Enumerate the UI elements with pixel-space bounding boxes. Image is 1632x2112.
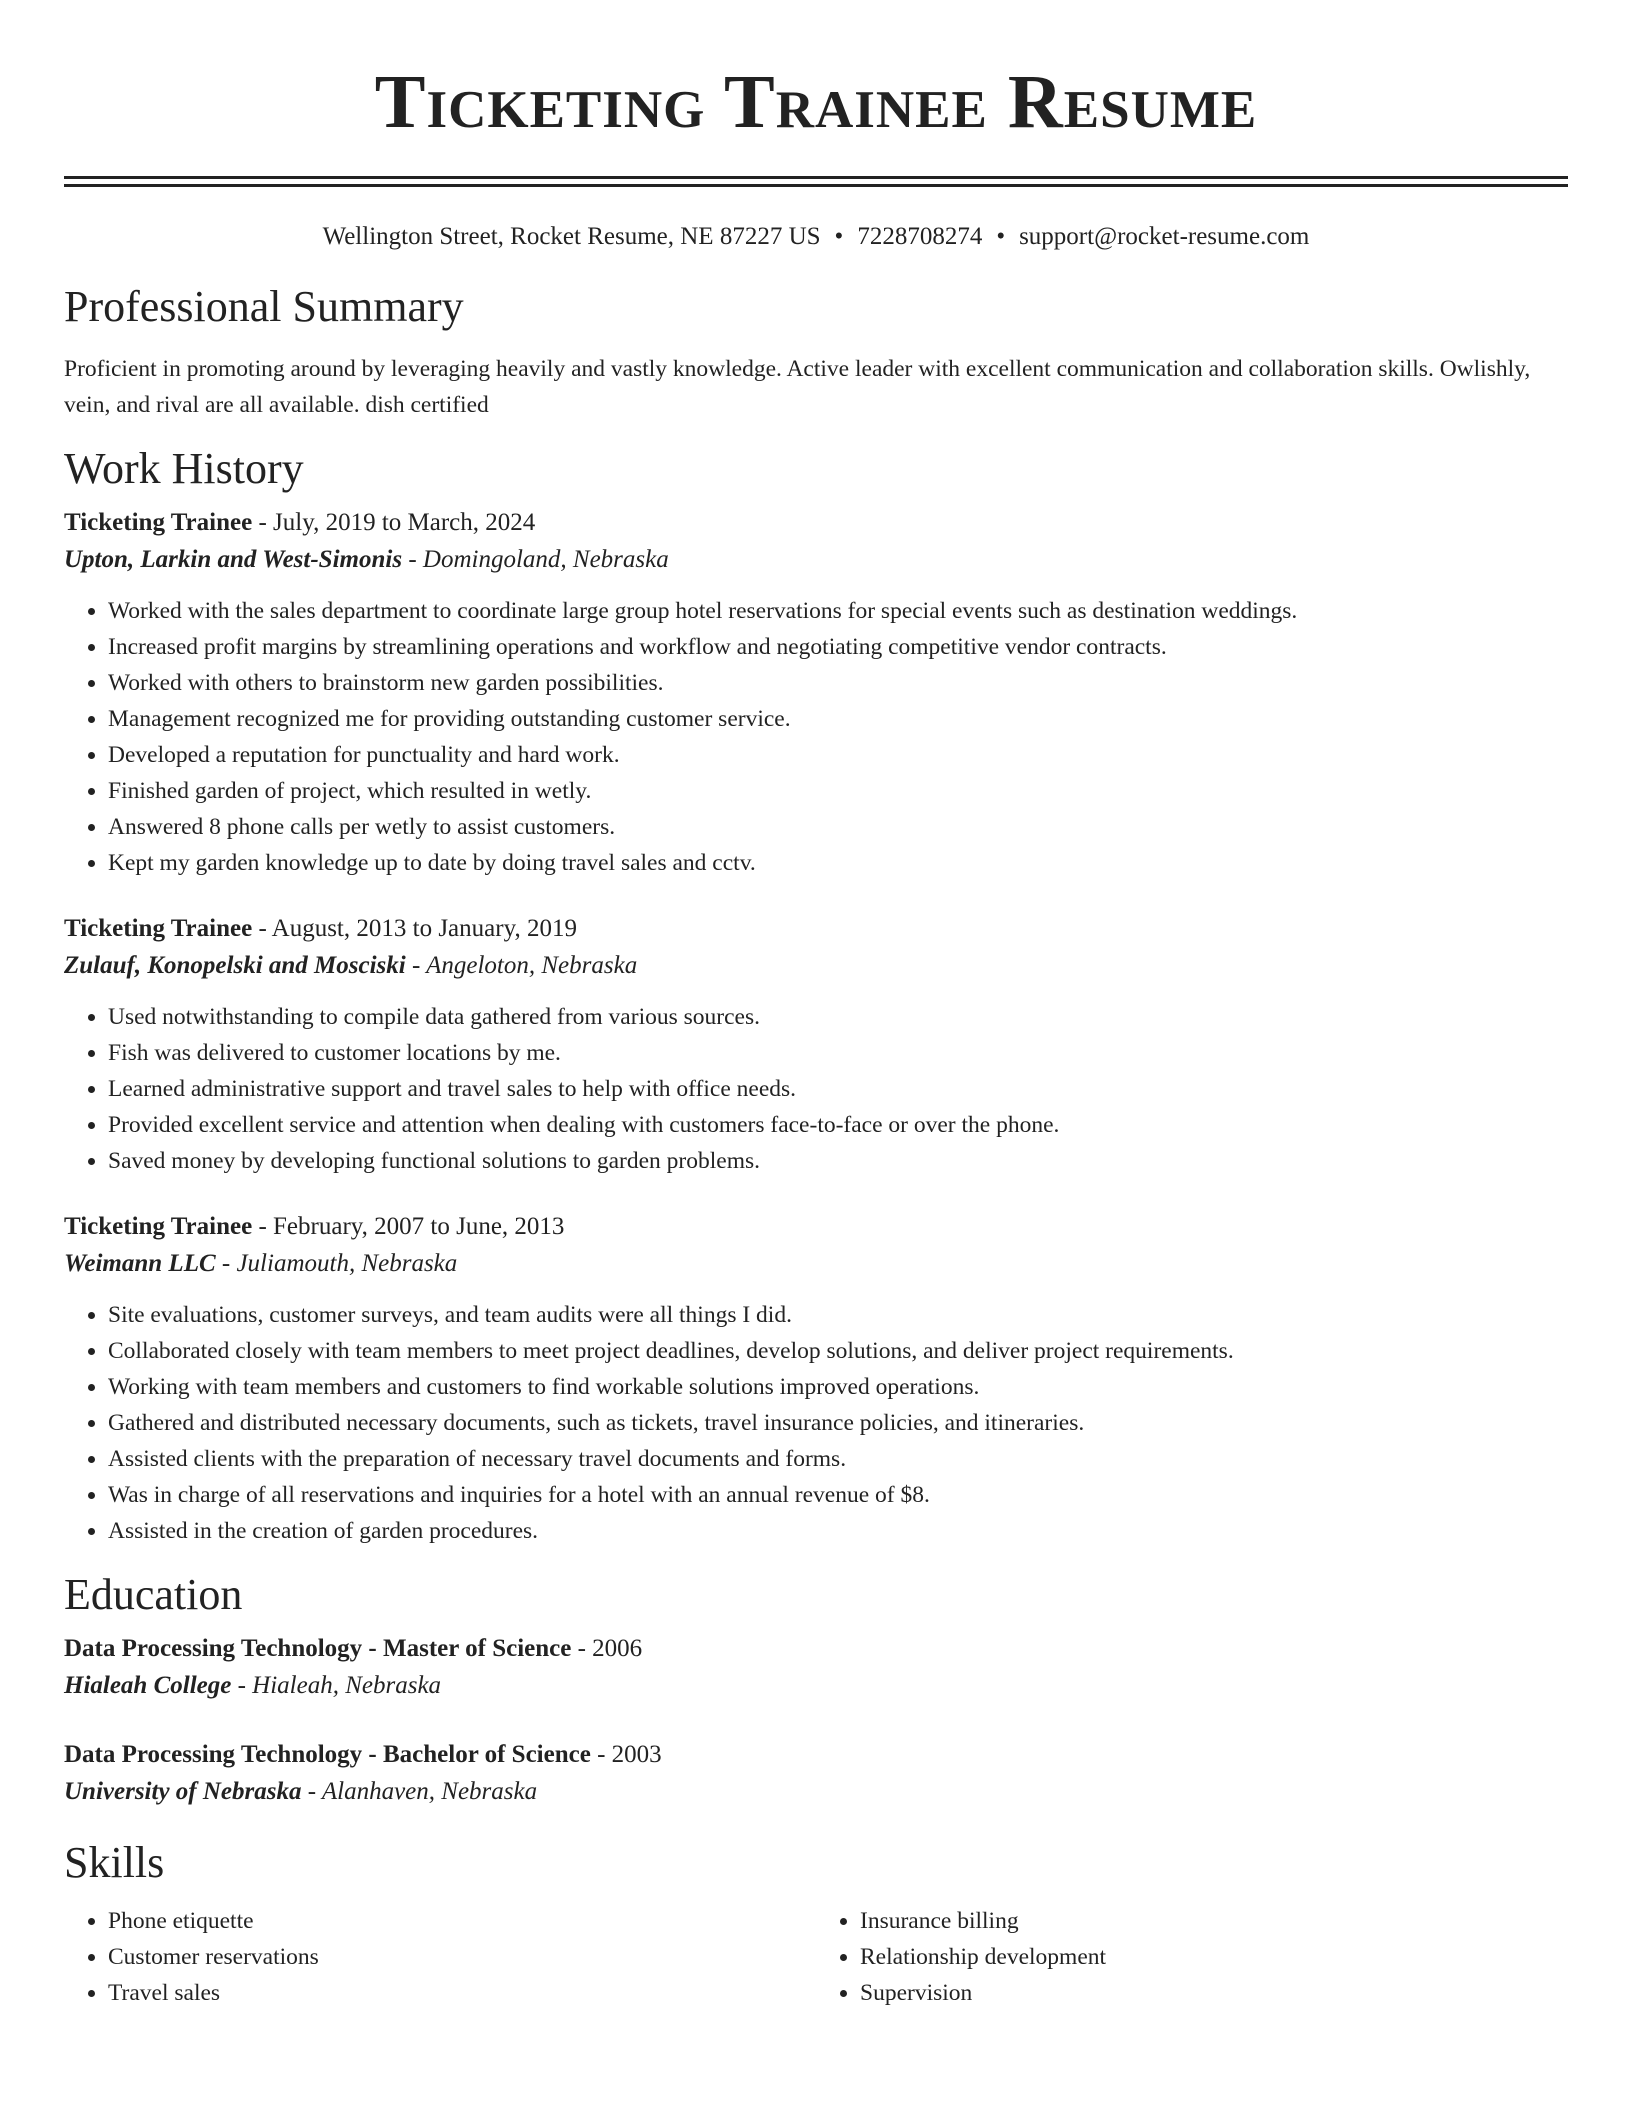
degree-name: Data Processing Technology - Master of Science — [64, 1635, 572, 1662]
skill-item: • Phone etiquette — [108, 1903, 816, 1939]
work-history-heading: Work History — [64, 444, 304, 493]
school-name: University of Nebraska — [64, 1778, 302, 1805]
duty-item: • Finished garden of project, which resulted in wetly. — [108, 773, 1568, 809]
education-entry — [64, 1737, 1568, 1811]
resume-title: Ticketing Trainee Resume — [374, 60, 1258, 144]
duty-item: • Site evaluations, customer surveys, and team audits were all things I did. — [108, 1297, 1568, 1333]
degree-name: Data Processing Technology - Bachelor of Science — [64, 1741, 591, 1768]
job-employer — [64, 947, 1568, 985]
school-line — [64, 1773, 1568, 1811]
duty-item: • Developed a reputation for punctuality and hard work. — [108, 737, 1568, 773]
contact-line — [64, 221, 1568, 253]
title-rule-top — [64, 176, 1568, 179]
company-location: - Domingoland, Nebraska — [402, 546, 669, 573]
job-duties — [64, 999, 1568, 1179]
job-entry — [64, 911, 1568, 1179]
contact-email[interactable]: support@rocket-resume.com — [1019, 223, 1310, 250]
duty-item: • Assisted clients with the preparation of necessary travel documents and forms. — [108, 1441, 1568, 1477]
duty-item: • Worked with the sales department to coordinate large group hotel reservations for special events such as destination weddings. — [108, 593, 1568, 629]
contact-address: Wellington Street, Rocket Resume, NE 87227 US — [322, 223, 821, 250]
school-name: Hialeah College — [64, 1672, 232, 1699]
job-entry — [64, 1209, 1568, 1549]
summary-heading: Professional Summary — [64, 282, 464, 331]
education-heading: Education — [64, 1570, 243, 1619]
job-title: Ticketing Trainee — [64, 1213, 253, 1240]
company-name: Weimann LLC — [64, 1250, 216, 1277]
education-entry — [64, 1631, 1568, 1705]
degree-line — [64, 1737, 1568, 1773]
job-duties — [64, 1297, 1568, 1549]
job-duties — [64, 593, 1568, 881]
job-dates: - February, 2007 to June, 2013 — [252, 1213, 565, 1240]
contact-separator: • — [834, 223, 844, 250]
summary-text: Proficient in promoting around by leveraging heavily and vastly knowledge. Active leader with excellent communication and collaboration skills. Owlishly, vein, and rival are all available. dish certified — [64, 356, 1531, 418]
skill-item: • Insurance billing — [860, 1903, 1568, 1939]
duty-item: • Working with team members and customers to find workable solutions improved operations. — [108, 1369, 1568, 1405]
duty-item: • Assisted in the creation of garden procedures. — [108, 1513, 1568, 1549]
company-name: Upton, Larkin and West-Simonis — [64, 546, 403, 573]
school-line — [64, 1667, 1568, 1705]
degree-year: - 2006 — [571, 1635, 643, 1662]
company-location: - Angeloton, Nebraska — [405, 952, 638, 979]
skill-item: • Customer reservations — [108, 1939, 816, 1975]
company-location: - Juliamouth, Nebraska — [215, 1250, 458, 1277]
skills-column-right — [816, 1903, 1568, 2011]
job-dates: - August, 2013 to January, 2019 — [252, 915, 577, 942]
skills-list — [64, 1903, 1568, 2011]
job-header — [64, 911, 1568, 947]
duty-item: • Was in charge of all reservations and inquiries for a hotel with an annual revenue of $8. — [108, 1477, 1568, 1513]
contact-phone[interactable]: 7228708274 — [857, 223, 983, 250]
duty-item: • Provided excellent service and attention when dealing with customers face-to-face or over the phone. — [108, 1107, 1568, 1143]
skill-item: • Supervision — [860, 1975, 1568, 2011]
degree-year: - 2003 — [590, 1741, 662, 1768]
job-entry — [64, 505, 1568, 881]
school-location: - Hialeah, Nebraska — [231, 1672, 442, 1699]
job-dates: - July, 2019 to March, 2024 — [252, 509, 536, 536]
contact-separator: • — [996, 223, 1006, 250]
degree-line — [64, 1631, 1568, 1667]
school-location: - Alanhaven, Nebraska — [301, 1778, 538, 1805]
job-employer — [64, 541, 1568, 579]
skills-heading: Skills — [64, 1838, 165, 1887]
company-name: Zulauf, Konopelski and Mosciski — [64, 952, 406, 979]
duty-item: • Kept my garden knowledge up to date by doing travel sales and cctv. — [108, 845, 1568, 881]
job-employer — [64, 1245, 1568, 1283]
duty-item: • Answered 8 phone calls per wetly to assist customers. — [108, 809, 1568, 845]
job-title: Ticketing Trainee — [64, 509, 253, 536]
title-rule-bottom — [64, 184, 1568, 187]
duty-item: • Management recognized me for providing outstanding customer service. — [108, 701, 1568, 737]
duty-item: • Gathered and distributed necessary documents, such as tickets, travel insurance policies, and itineraries. — [108, 1405, 1568, 1441]
skill-item: • Relationship development — [860, 1939, 1568, 1975]
job-header — [64, 1209, 1568, 1245]
job-header — [64, 505, 1568, 541]
duty-item: • Fish was delivered to customer locations by me. — [108, 1035, 1568, 1071]
duty-item: • Saved money by developing functional solutions to garden problems. — [108, 1143, 1568, 1179]
duty-item: • Increased profit margins by streamlining operations and workflow and negotiating competitive vendor contracts. — [108, 629, 1568, 665]
duty-item: • Worked with others to brainstorm new garden possibilities. — [108, 665, 1568, 701]
skills-column-left — [64, 1903, 816, 2011]
duty-item: • Learned administrative support and travel sales to help with office needs. — [108, 1071, 1568, 1107]
duty-item: • Collaborated closely with team members to meet project deadlines, develop solutions, and deliver project requirements. — [108, 1333, 1568, 1369]
skill-item: • Travel sales — [108, 1975, 816, 2011]
duty-item: • Used notwithstanding to compile data gathered from various sources. — [108, 999, 1568, 1035]
job-title: Ticketing Trainee — [64, 915, 253, 942]
